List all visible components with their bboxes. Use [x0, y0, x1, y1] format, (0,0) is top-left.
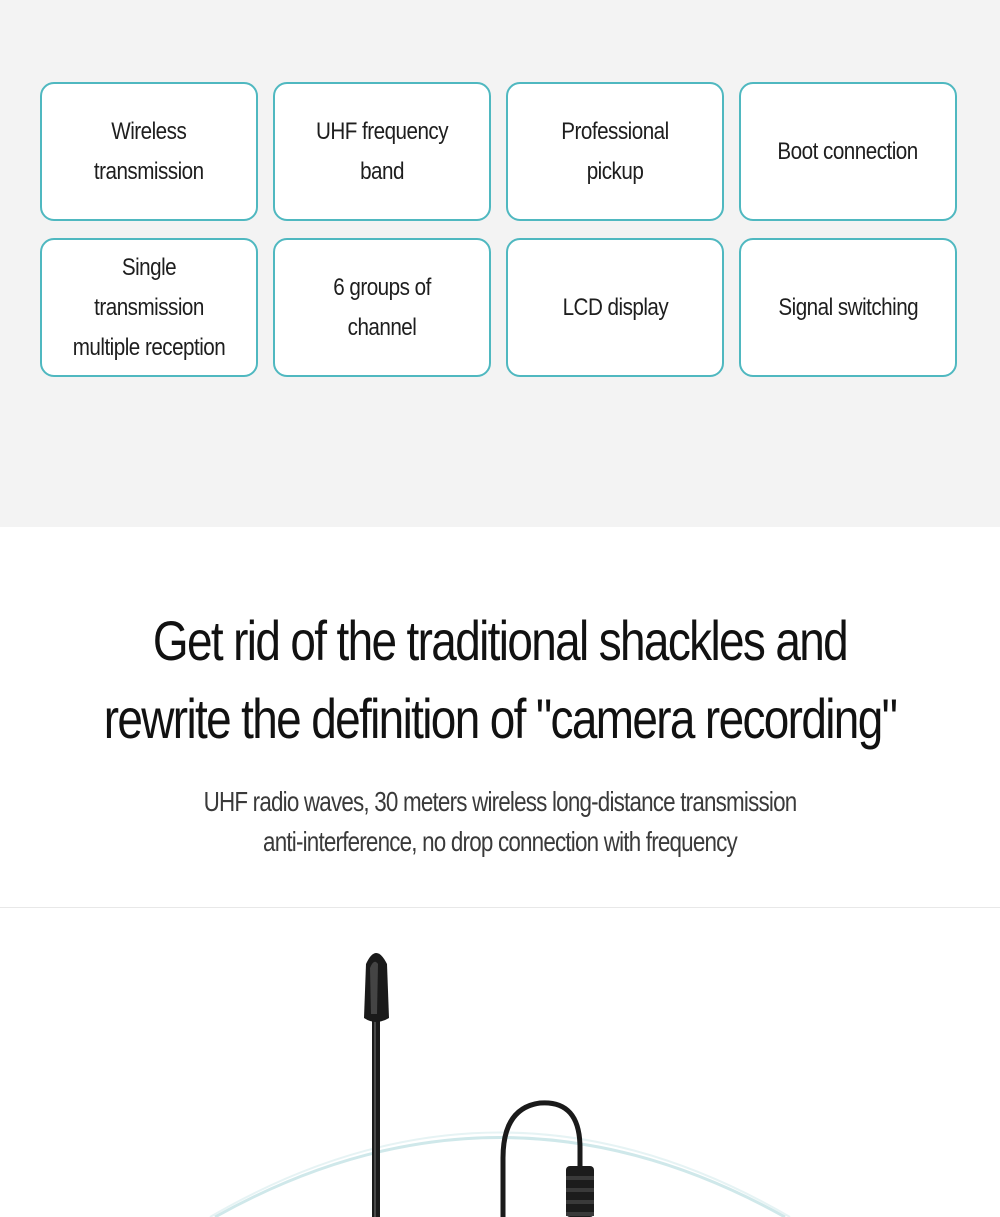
feature-card-lcd-display [506, 238, 724, 377]
feature-label: Boot connection [778, 132, 918, 172]
feature-card-boot-connection [739, 82, 957, 221]
feature-label: Signal switching [778, 288, 918, 328]
subtitle [100, 782, 900, 862]
headline-section [0, 527, 1000, 907]
feature-label: UHF frequency band [299, 112, 466, 192]
feature-card-channel-groups [273, 238, 491, 377]
feature-card-signal-switching [739, 238, 957, 377]
product-image [0, 907, 1000, 1217]
subtitle-line-2: anti-interference, no drop connection with frequency [100, 822, 900, 862]
headline-line-1: Get rid of the traditional shackles and [90, 602, 910, 680]
features-section [0, 0, 1000, 527]
product-illustration [0, 908, 1000, 1217]
antenna-icon [364, 953, 389, 1217]
feature-label: 6 groups of channel [299, 268, 466, 348]
headline-line-2: rewrite the definition of "camera recording" [90, 680, 910, 758]
headline [90, 602, 910, 758]
feature-label: Single transmission multiple reception [66, 248, 233, 368]
feature-card-single-transmission [40, 238, 258, 377]
feature-label: LCD display [562, 288, 668, 328]
wave-arc-icon [215, 1138, 785, 1217]
subtitle-line-1: UHF radio waves, 30 meters wireless long-distance transmission [100, 782, 900, 822]
feature-card-uhf-band [273, 82, 491, 221]
feature-card-professional-pickup [506, 82, 724, 221]
feature-label: Wireless transmission [94, 112, 204, 192]
feature-card-wireless-transmission [40, 82, 258, 221]
feature-label: Professional pickup [532, 112, 699, 192]
feature-grid [40, 82, 958, 377]
lavalier-cable-icon [503, 1103, 594, 1217]
